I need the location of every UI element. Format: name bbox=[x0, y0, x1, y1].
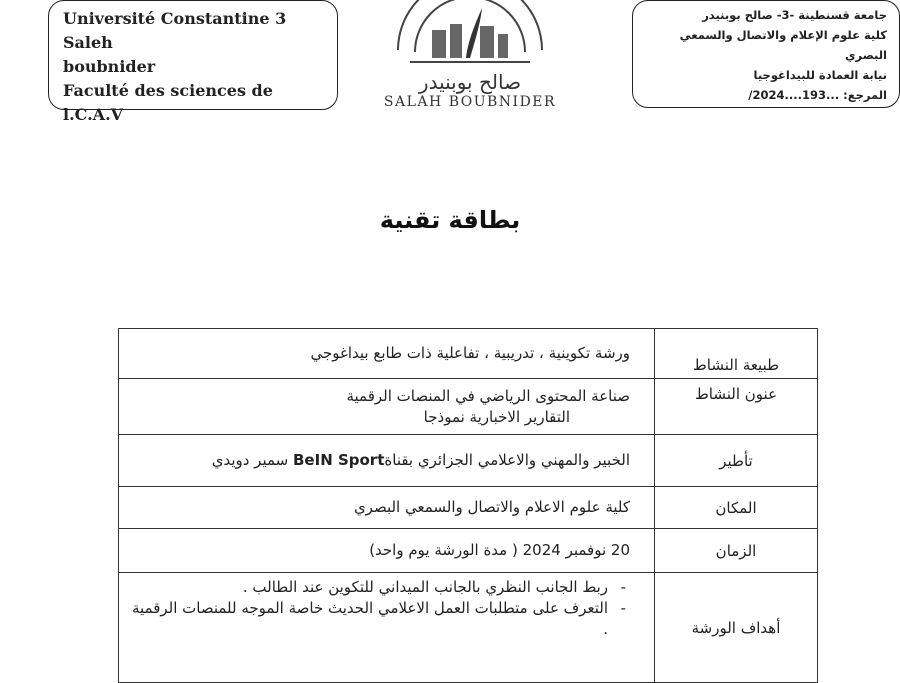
supervisor-text: الخبير والمهني والاعلامي الجزائري بقناة bbox=[384, 451, 630, 469]
channel-brand: BeIN Sport bbox=[293, 451, 385, 469]
row-value-multiline bbox=[119, 379, 655, 435]
title-line-1: صناعة المحتوى الرياضي في المنصات الرقمية bbox=[346, 386, 630, 405]
reference-number: المرجع: ...193....2024/ bbox=[748, 88, 887, 102]
arabic-header-box bbox=[632, 0, 900, 108]
seal-latin-text: SALAH BOUBNIDER bbox=[383, 94, 557, 110]
french-header-box bbox=[48, 0, 338, 124]
row-value-list bbox=[119, 573, 655, 683]
row-value bbox=[119, 435, 655, 487]
supervisor-name: سمير دويدي bbox=[211, 451, 293, 469]
row-label: طبيعة النشاط bbox=[655, 329, 818, 379]
seal-arabic-text: صالح بوبنيدر bbox=[418, 70, 522, 94]
document-title: بطاقة تقنية bbox=[379, 206, 521, 234]
university-name-ar: جامعة قسنطينة -3- صالح بوبنيدر bbox=[702, 8, 887, 22]
row-label: تأطير bbox=[655, 435, 818, 487]
university-name-fr: Université Constantine 3 Saleh bbox=[63, 9, 287, 52]
faculty-name-fr: Faculté des sciences de l.C.A.V bbox=[63, 81, 273, 124]
table-row bbox=[119, 379, 818, 435]
faculty-name-ar: كلية علوم الإعلام والاتصال والسمعي البصري bbox=[679, 28, 887, 62]
table-row bbox=[119, 529, 818, 573]
table-row bbox=[119, 329, 818, 379]
row-label: الزمان bbox=[655, 529, 818, 573]
university-name-fr-cont: boubnider bbox=[63, 57, 156, 76]
table-row bbox=[119, 487, 818, 529]
row-value: ورشة تكوينية ، تدريبية ، تفاعلية ذات طابع بيداغوجي bbox=[119, 329, 655, 379]
deanery-ar: نيابة العمادة للبيداغوجيا bbox=[753, 68, 887, 82]
row-label: المكان bbox=[655, 487, 818, 529]
table-row bbox=[119, 435, 818, 487]
row-label: عنون النشاط bbox=[655, 379, 818, 435]
title-line-2: التقارير الاخبارية نموذجا bbox=[423, 407, 570, 426]
row-label: أهداف الورشة bbox=[655, 573, 818, 683]
table-row bbox=[119, 573, 818, 683]
technical-sheet-table bbox=[118, 328, 818, 683]
row-value: كلية علوم الاعلام والاتصال والسمعي البصري bbox=[119, 487, 655, 529]
list-item: - ربط الجانب النظري بالجانب الميداني للتكوين عند الطالب . bbox=[129, 577, 608, 598]
row-value: 20 نوفمبر 2024 ( مدة الورشة يوم واحد) bbox=[119, 529, 655, 573]
list-item: - التعرف على متطلبات العمل الاعلامي الحديث خاصة الموجه للمنصات الرقمية . bbox=[129, 598, 608, 640]
goals-list bbox=[129, 577, 630, 640]
